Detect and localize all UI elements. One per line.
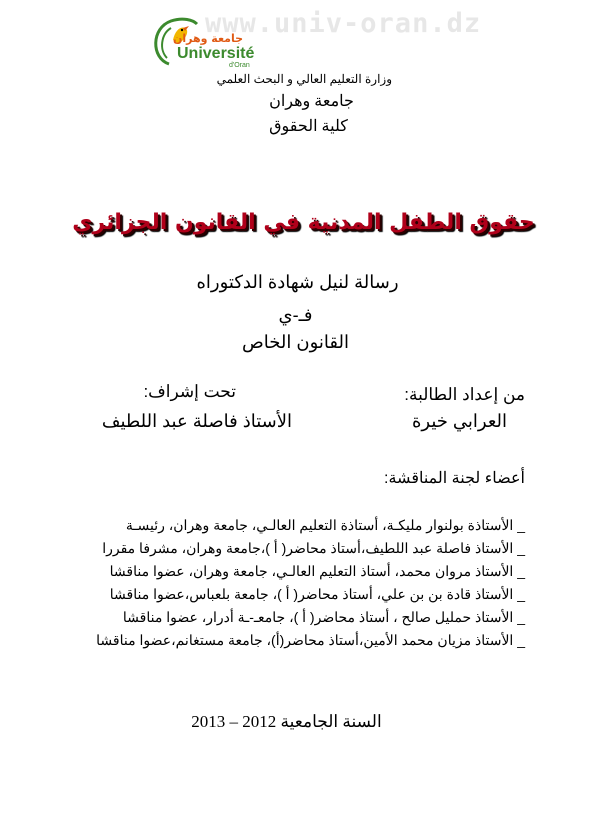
- university-logo: [149, 14, 255, 70]
- student-name: العرابي خيرة: [411, 411, 507, 431]
- thesis-field: القانون الخاص: [242, 332, 349, 352]
- committee-member: _ الأستاذ فاصلة عبد اللطيف،أستاذ محاضر( أ )،جامعة وهران، مشرفا مقررا: [102, 540, 525, 556]
- committee-member: _ الأستاذ قادة بن بن علي، أستاذ محاضر( أ )، جامعة بلعباس،عضوا مناقشا: [109, 586, 525, 602]
- academic-year: السنة الجامعية 2012 – 2013: [191, 712, 382, 731]
- university-name: جامعة وهران: [269, 93, 354, 110]
- committee-member: _ الأستاذ حمليل صالح ، أستاذ محاضر( أ )، جامعـ-ـة أدرار، عضوا مناقشا: [122, 609, 525, 625]
- thesis-title: حقوق الطفل المدنية في القانون الجزائري: [72, 210, 535, 235]
- committee-members-list: [96, 515, 525, 653]
- logo-arabic-text: جامعة وهران: [173, 32, 244, 45]
- prepared-by-label: من إعداد الطالبة:: [404, 385, 525, 404]
- committee-member: _ الأستاذ مروان محمد، أستاذ التعليم العالـي، جامعة وهران، عضوا مناقشا: [109, 563, 525, 579]
- watermark-url: www.univ-oran.dz: [205, 8, 482, 39]
- committee-member: _ الأستاذة بولنوار مليكـة، أستاذة التعليم العالـي، جامعة وهران، رئيسـة: [125, 517, 525, 533]
- supervised-by-label: تحت إشراف:: [143, 382, 236, 401]
- faculty-name: كلية الحقوق: [269, 118, 348, 135]
- logo-city-text: d'Oran: [229, 62, 250, 69]
- supervisor-name: الأستاذ فاصلة عبد اللطيف: [101, 411, 292, 431]
- thesis-degree-line: رسالة لنيل شهادة الدكتوراه: [196, 272, 399, 292]
- committee-member: _ الأستاذ مزيان محمد الأمين،أستاذ محاضر(أ)، جامعة مستغانم،عضوا مناقشا: [96, 632, 525, 648]
- thesis-in-word: فـ-ي: [278, 305, 313, 325]
- committee-heading: أعضاء لجنة المناقشة:: [384, 470, 525, 487]
- ministry-name: وزارة التعليم العالي و البحث العلمي: [216, 72, 392, 86]
- logo-name-text: Université: [177, 45, 255, 62]
